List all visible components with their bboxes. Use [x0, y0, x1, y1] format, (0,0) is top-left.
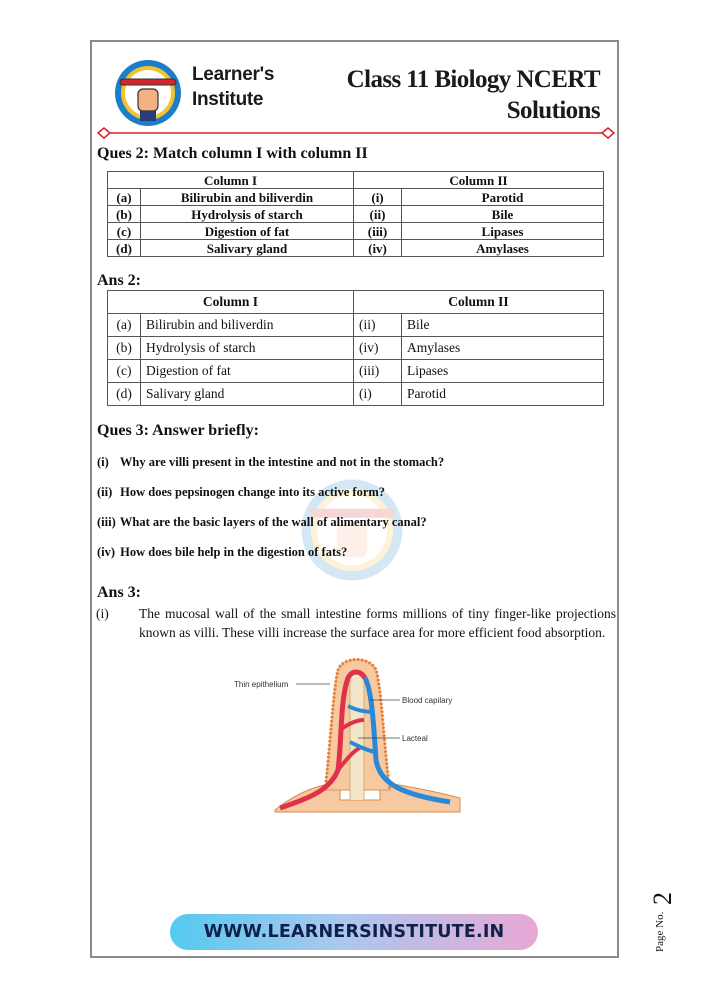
- villus-diagram: [230, 650, 466, 818]
- table-row: [108, 223, 604, 240]
- q2-heading: Ques 2: Match column I with column II: [97, 145, 368, 162]
- row-item: Hydrolysis of starch: [141, 337, 354, 360]
- row-item: Hydrolysis of starch: [141, 206, 354, 223]
- list-item: [97, 515, 427, 530]
- row-item: Bilirubin and biliverdin: [141, 189, 354, 206]
- a2-col1-header: Column I: [108, 291, 354, 314]
- row-label: (d): [108, 383, 141, 406]
- row-match: Amylases: [402, 240, 604, 257]
- list-item: [97, 485, 385, 500]
- row-match: Lipases: [402, 223, 604, 240]
- row-label: (b): [108, 337, 141, 360]
- row-item: Bilirubin and biliverdin: [141, 314, 354, 337]
- q2-table: [107, 171, 604, 257]
- row-match: Bile: [402, 314, 604, 337]
- document-title: [347, 64, 600, 126]
- question-text: What are the basic layers of the wall of alimentary canal?: [119, 515, 427, 529]
- answer-text: The mucosal wall of the small intestine forms millions of tiny finger-like projections known as villi. These villi increase the surface area for more efficient food absorption.: [139, 606, 616, 640]
- row-item: Salivary gland: [141, 383, 354, 406]
- row-num: (i): [354, 189, 402, 206]
- table-row: [108, 337, 604, 360]
- row-label: (b): [108, 206, 141, 223]
- answer-number: (i): [96, 606, 109, 621]
- a2-heading: Ans 2:: [97, 272, 142, 289]
- row-num: (ii): [354, 314, 402, 337]
- row-match: Amylases: [402, 337, 604, 360]
- brand-line-2: Institute: [192, 89, 264, 110]
- a2-table: [107, 290, 604, 406]
- row-match: Bile: [402, 206, 604, 223]
- row-num: (iv): [354, 337, 402, 360]
- label-capillary: Blood capilary: [402, 696, 453, 705]
- q2-col2-header: Column II: [354, 172, 604, 189]
- logo-icon: [114, 59, 182, 127]
- question-number: (iii): [97, 515, 116, 529]
- a2-col2-header: Column II: [354, 291, 604, 314]
- row-item: Digestion of fat: [141, 360, 354, 383]
- label-lacteal: Lacteal: [402, 734, 428, 743]
- table-row: [108, 360, 604, 383]
- row-match: Lipases: [402, 360, 604, 383]
- question-number: (i): [97, 455, 109, 469]
- row-num: (iii): [354, 360, 402, 383]
- question-text: Why are villi present in the intestine and not in the stomach?: [119, 455, 445, 469]
- table-row: [108, 206, 604, 223]
- row-item: Digestion of fat: [141, 223, 354, 240]
- row-match: Parotid: [402, 383, 604, 406]
- answer-paragraph: [96, 604, 616, 642]
- brand-name: [192, 62, 274, 112]
- q2-col1-header: Column I: [108, 172, 354, 189]
- page-number: 2: [648, 892, 677, 905]
- title-line-2: Solutions: [506, 97, 600, 124]
- label-epithelium: Thin epithelium: [234, 680, 289, 689]
- row-item: Salivary gland: [141, 240, 354, 257]
- row-match: Parotid: [402, 189, 604, 206]
- a3-heading: Ans 3:: [97, 584, 142, 601]
- question-number: (ii): [97, 485, 113, 499]
- row-num: (iii): [354, 223, 402, 240]
- table-row: [108, 383, 604, 406]
- website-link[interactable]: WWW.LEARNERSINSTITUTE.IN: [203, 922, 505, 942]
- row-label: (c): [108, 223, 141, 240]
- header-divider: [97, 127, 615, 139]
- brand-line-1: Learner's: [192, 64, 275, 85]
- row-label: (a): [108, 314, 141, 337]
- row-label: (c): [108, 360, 141, 383]
- row-num: (ii): [354, 206, 402, 223]
- row-label: (d): [108, 240, 141, 257]
- table-row: [108, 240, 604, 257]
- question-text: How does pepsinogen change into its active form?: [120, 485, 386, 499]
- list-item: [97, 455, 444, 470]
- page-number-label: Page No.: [654, 911, 666, 952]
- table-row: [108, 314, 604, 337]
- question-number: (iv): [97, 545, 116, 559]
- row-num: (iv): [354, 240, 402, 257]
- row-num: (i): [354, 383, 402, 406]
- question-text: How does bile help in the digestion of fats?: [120, 545, 348, 559]
- q3-heading: Ques 3: Answer briefly:: [97, 422, 259, 439]
- title-line-1: Class 11 Biology NCERT: [346, 66, 600, 93]
- list-item: [97, 545, 347, 560]
- row-label: (a): [108, 189, 141, 206]
- table-row: [108, 189, 604, 206]
